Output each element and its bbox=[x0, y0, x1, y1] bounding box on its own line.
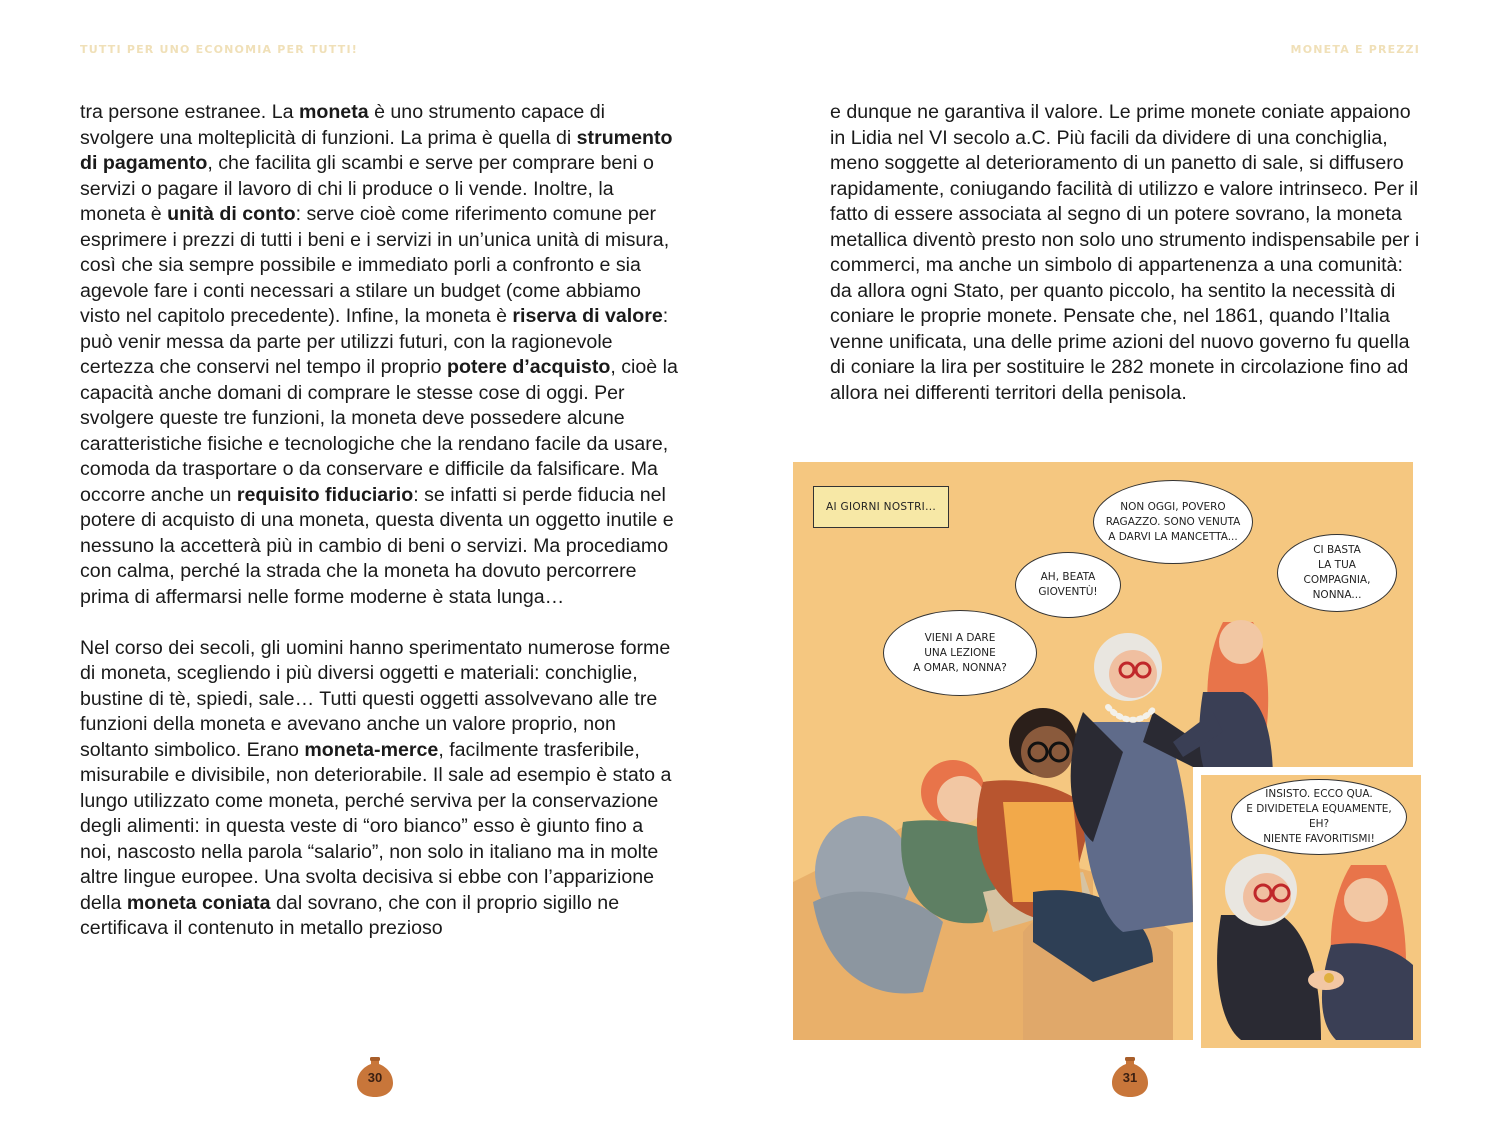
page-number-label: 31 bbox=[1122, 1069, 1138, 1085]
bubble-text: VIENI A DARE UNA LEZIONE A OMAR, NONNA? bbox=[913, 631, 1007, 674]
text-run: , che facilita gli scambi e serve per comprare beni o servizi o pagare il lavoro di chi li produce o li vende. Inoltre, la moneta è bbox=[80, 152, 654, 225]
left-body-text bbox=[80, 100, 680, 942]
bold-term: strumento di pagamento bbox=[80, 126, 673, 174]
page-number-right bbox=[1108, 1055, 1152, 1099]
speech-bubble-girl bbox=[883, 610, 1037, 696]
bold-term: moneta-merce bbox=[304, 738, 439, 761]
speech-bubble-granddaughter bbox=[1277, 534, 1397, 612]
text-run: tra persone estranee. La bbox=[80, 101, 299, 123]
page-number-left bbox=[353, 1055, 397, 1099]
right-body-text bbox=[830, 100, 1430, 406]
paragraph bbox=[80, 636, 680, 942]
running-head-left: TUTTI PER UNO ECONOMIA PER TUTTI! bbox=[80, 43, 358, 56]
comic-illustration bbox=[793, 462, 1413, 1040]
page-number-label: 30 bbox=[367, 1069, 383, 1085]
bold-term: moneta bbox=[298, 101, 369, 123]
text-run: Nel corso dei secoli, gli uomini hanno sperimentato numerose forme di moneta, scegliendo i più diversi oggetti e materiali: conchiglie, bustine di tè, spiedi, sale… Tutti questi oggetti assolvevano alle tre funzioni della moneta e avevano anche un valore proprio, non soltanto simbolico. Erano bbox=[80, 636, 671, 761]
paragraph: e dunque ne garantiva il valore. Le prime monete coniate appaiono in Lidia nel VI secolo a.C. Più facili da dividere di una conchiglia, meno soggette al deterioramento di un panetto di sale, si diffusero rapidamente, coniugando facilità di utilizzo e valore intrinseco. Per il fatto di essere associata al segno di un potere sovrano, la moneta metallica diventò presto non solo uno strumento indispensabile per i commerci, ma anche un simbolo di appartenenza a una comunità: da allora ogni Stato, per quanto piccolo, ha sentito la necessità di coniare le proprie monete. Pensate che, nel 1861, quando l’Italia venne unificata, una delle prime azioni del nuovo governo fu quella di coniare la lira per sostituire le 282 monete in circolazione fino ad allora nei differenti territori della penisola. bbox=[830, 101, 1420, 404]
text-run: dal sovrano, che con il proprio sigillo ne certificava il contenuto in metallo prezioso bbox=[80, 891, 620, 939]
bold-term: riserva di valore bbox=[512, 305, 663, 327]
text-run: : se infatti si perde fiducia nel potere di acquisto di una moneta, questa diventa un oggetto inutile e nessuno la accetterà più in cambio di beni o servizi. Ma procediamo con calma, perché la strada che la moneta ha dovuto percorrere prima di affermarsi nelle forme moderne è stata lunga… bbox=[80, 483, 674, 608]
comic-panel-inset bbox=[1193, 767, 1421, 1048]
right-page bbox=[750, 0, 1500, 1125]
comic-caption: AI GIORNI NOSTRI... bbox=[813, 486, 949, 528]
text-run: : serve cioè come riferimento comune per esprimere i prezzi di tutti i beni e i servizi in un’unica unità di misura, così che sia sempre possibile e immediato porli a confronto e sia agevole fare i conti necessari a stilare un budget (come abbiamo visto nel capitolo precedente). Infine, la moneta è bbox=[80, 203, 670, 327]
text-run: : può venir messa da parte per utilizzi futuri, con la ragionevole certezza che conservi nel tempo il proprio bbox=[80, 305, 669, 378]
text-run: è uno strumento capace di svolgere una molteplicità di funzioni. La prima è quella di bbox=[80, 101, 605, 149]
bubble-text: NON OGGI, POVERO RAGAZZO. SONO VENUTA A DARVI LA MANCETTA... bbox=[1105, 500, 1241, 543]
bold-term: unità di conto bbox=[167, 203, 296, 225]
paragraph bbox=[80, 100, 680, 610]
bold-term: moneta coniata bbox=[126, 891, 271, 914]
speech-bubble-grandma-2 bbox=[1231, 779, 1407, 855]
bubble-text: INSISTO. ECCO QUA. E DIVIDETELA EQUAMENTE, EH? NIENTE FAVORITISMI! bbox=[1246, 788, 1392, 845]
text-run: , facilmente trasferibile, misurabile e divisibile, non deteriorabile. Il sale ad esempio è stato a lungo utilizzato come moneta, perché serviva per la conservazione degli alimenti: in questa veste di “oro bianco” esso è giunto fino a noi, nascosto nella parola “salario”, non solo in italiano ma in molte altre lingue europee. Una svolta decisiva si ebbe con l’apparizione della bbox=[80, 738, 672, 914]
running-head-right: MONETA E PREZZI bbox=[1290, 43, 1420, 56]
bold-term: requisito fiduciario bbox=[236, 483, 414, 506]
bubble-text: AH, BEATA GIOVENTÙ! bbox=[1038, 571, 1098, 598]
text-run: , cioè la capacità anche domani di comprare le stesse cose di oggi. Per svolgere queste tre funzioni, la moneta deve possedere alcune caratteristiche fisiche e tecnologiche che la rendano facile da usare, comoda da trasportare o da conservare e difficile da falsificare. Ma occorre anche un bbox=[80, 356, 678, 506]
speech-bubble-omar bbox=[1015, 552, 1121, 618]
speech-bubble-grandma-1 bbox=[1093, 480, 1253, 564]
bold-term: potere d’acquisto bbox=[447, 356, 611, 378]
bubble-text: CI BASTA LA TUA COMPAGNIA, NONNA... bbox=[1303, 544, 1371, 601]
